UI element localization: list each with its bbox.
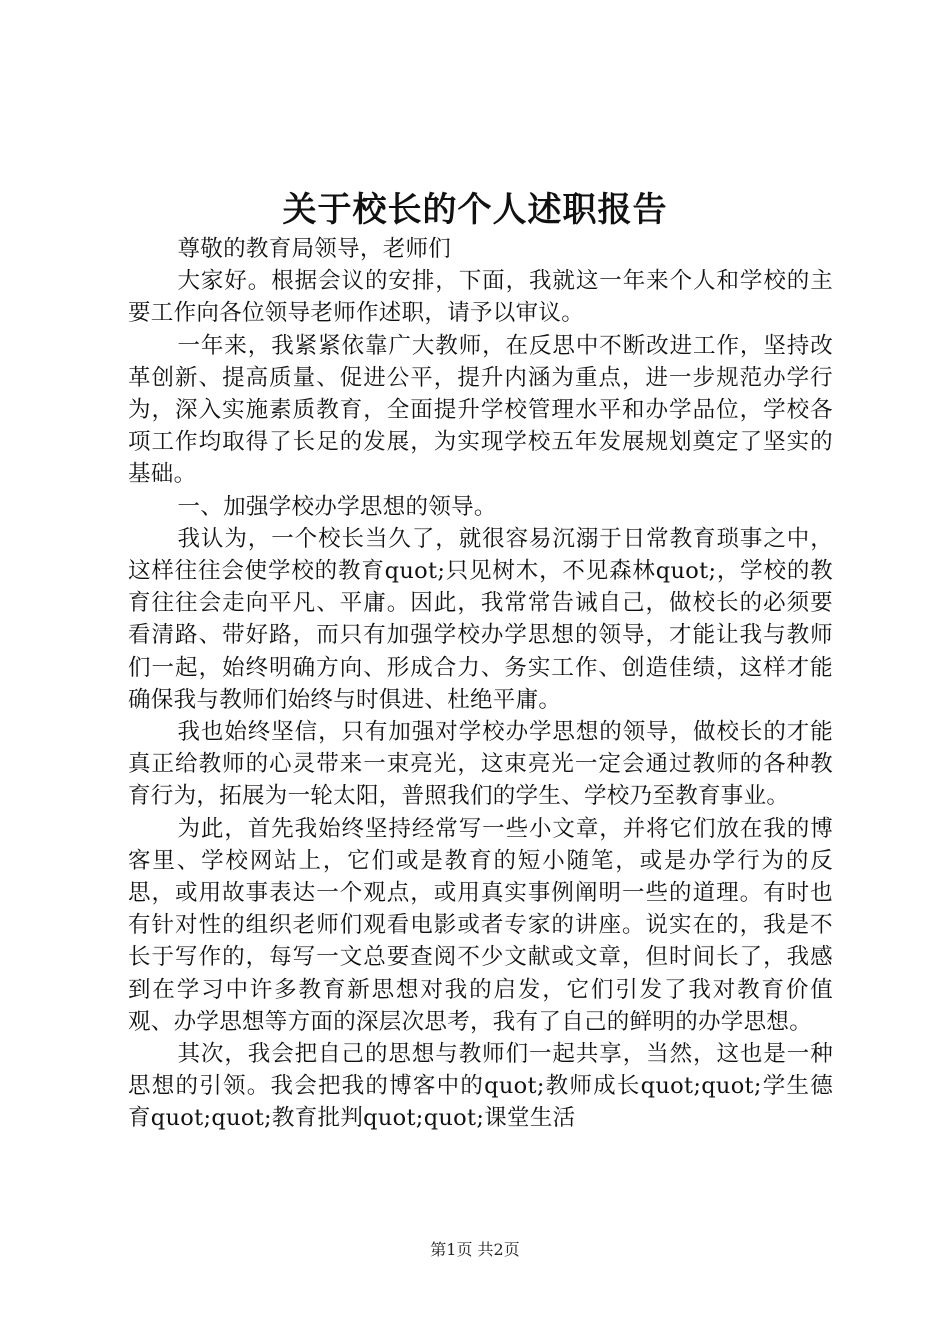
page-number: 第1页 共2页 bbox=[430, 1240, 520, 1259]
paragraph-overview: 一年来，我紧紧依靠广大教师，在反思中不断改进工作，坚持改革创新、提高质量、促进公平，提升内涵为重点，进一步规范办学行为，深入实施素质教育，全面提升学校管理水平和办学品位，学校各项工作均取得了长足的发展，为实现学校五年发展规划奠定了坚实的基础。 bbox=[128, 332, 833, 488]
paragraph-section-1-d: 其次，我会把自己的思想与教师们一起共享，当然，这也是一种思想的引领。我会把我的博客中的quot;教师成长quot;quot;学生德育quot;quot;教育批判quot;quot;课堂生活 bbox=[128, 1041, 833, 1132]
paragraph-salutation: 尊敬的教育局领导，老师们 bbox=[177, 236, 452, 262]
paragraph-greeting: 大家好。根据会议的安排，下面，我就这一年来个人和学校的主要工作向各位领导老师作述职，请予以审议。 bbox=[128, 268, 833, 327]
paragraph-section-1-b: 我也始终坚信，只有加强对学校办学思想的领导，做校长的才能真正给教师的心灵带来一束亮光，这束亮光一定会通过教师的各种教育行为，拓展为一轮太阳，普照我们的学生、学校乃至教育事业。 bbox=[128, 719, 833, 810]
document-body bbox=[128, 233, 833, 1135]
section-heading-1: 一、加强学校办学思想的领导。 bbox=[177, 493, 497, 520]
paragraph-section-1-c: 为此，首先我始终坚持经常写一些小文章，并将它们放在我的博客里、学校网站上，它们或是教育的短小随笔，或是办学行为的反思，或用故事表达一个观点，或用真实事例阐明一些的道理。有时也有针对性的组织老师们观看电影或者专家的讲座。说实在的，我是不长于写作的，每写一文总要查阅不少文献或文章，但时间长了，我感到在学习中许多教育新思想对我的启发，它们引发了我对教育价值观、办学思想等方面的深层次思考，我有了自己的鲜明的办学思想。 bbox=[128, 815, 833, 1035]
paragraph-section-1-a: 我认为，一个校长当久了，就很容易沉溺于日常教育琐事之中，这样往往会使学校的教育quot;只见树木，不见森林quot;，学校的教育往往会走向平凡、平庸。因此，我常常告诫自己，做校长的必须要看清路、带好路，而只有加强学校办学思想的领导，才能让我与教师们一起，始终明确方向、形成合力、务实工作、创造佳绩，这样才能确保我与教师们始终与时俱进、杜绝平庸。 bbox=[128, 525, 833, 713]
document-title: 关于校长的个人述职报告 bbox=[282, 190, 668, 230]
